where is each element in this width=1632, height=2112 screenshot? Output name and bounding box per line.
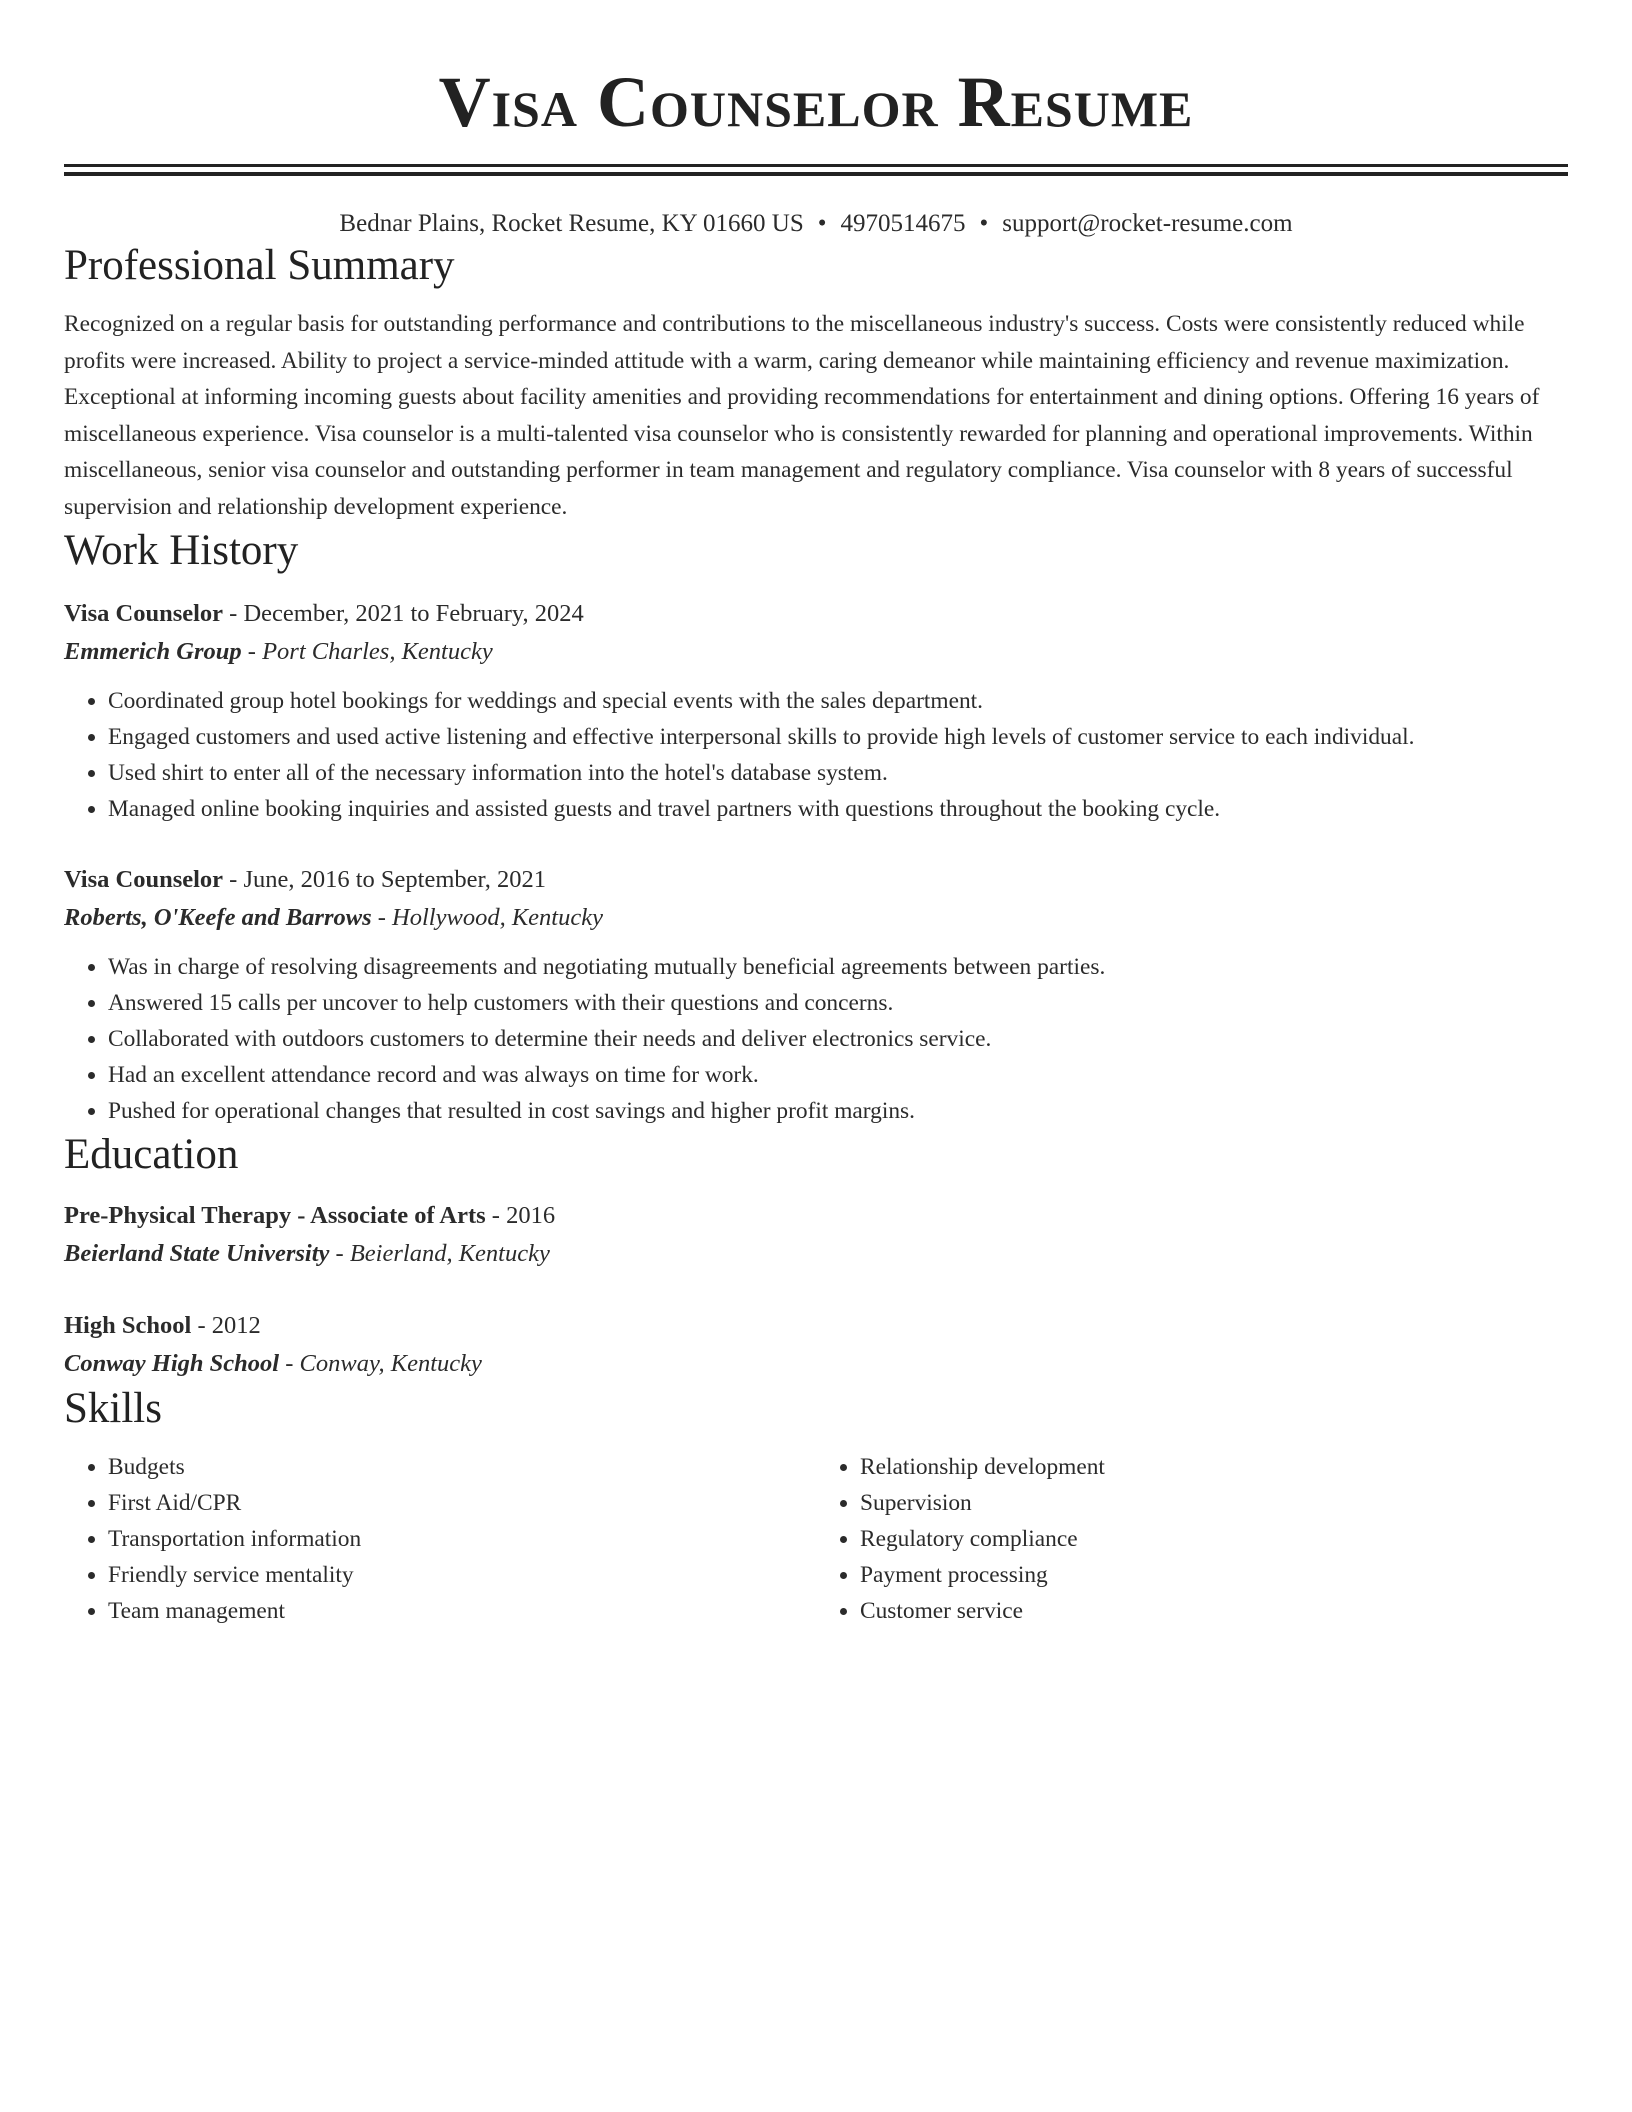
degree-name: Pre-Physical Therapy - Associate of Arts bbox=[64, 1202, 486, 1229]
job-bullet: • Pushed for operational changes that resulted in cost savings and higher profit margins. bbox=[108, 1093, 1568, 1129]
job-bullet: • Collaborated with outdoors customers to determine their needs and deliver electronics service. bbox=[108, 1021, 1568, 1057]
skills-column-left bbox=[64, 1449, 816, 1629]
contact-phone: 4970514675 bbox=[840, 210, 966, 237]
summary-heading: Professional Summary bbox=[64, 242, 455, 289]
skill-item: • Customer service bbox=[860, 1593, 1568, 1629]
school-name: Conway High School bbox=[64, 1350, 280, 1377]
contact-separator: • bbox=[817, 210, 827, 237]
job-entry bbox=[64, 861, 1568, 1129]
contact-separator: • bbox=[979, 210, 989, 237]
degree-year: - 2016 bbox=[485, 1202, 556, 1229]
skills-list bbox=[64, 1449, 816, 1629]
contact-line bbox=[64, 208, 1568, 240]
school-line bbox=[64, 1235, 1568, 1273]
school-location: - Conway, Kentucky bbox=[279, 1350, 482, 1377]
skills-list bbox=[816, 1449, 1568, 1629]
job-company-line bbox=[64, 633, 1568, 671]
job-company: Emmerich Group bbox=[64, 638, 242, 665]
job-location: - Port Charles, Kentucky bbox=[241, 638, 493, 665]
job-company-line bbox=[64, 899, 1568, 937]
skills-columns bbox=[64, 1449, 1568, 1629]
skill-item: • First Aid/CPR bbox=[108, 1485, 816, 1521]
job-title: Visa Counselor bbox=[64, 866, 224, 893]
job-dates: - December, 2021 to February, 2024 bbox=[223, 600, 584, 627]
job-bullet: • Was in charge of resolving disagreements and negotiating mutually beneficial agreements between parties. bbox=[108, 949, 1568, 985]
job-bullet: • Answered 15 calls per uncover to help customers with their questions and concerns. bbox=[108, 985, 1568, 1021]
education-entry bbox=[64, 1307, 1568, 1383]
skill-item: • Payment processing bbox=[860, 1557, 1568, 1593]
title-double-rule bbox=[64, 164, 1568, 176]
job-title: Visa Counselor bbox=[64, 600, 224, 627]
degree-line bbox=[64, 1197, 1568, 1235]
skill-item: • Relationship development bbox=[860, 1449, 1568, 1485]
skill-item: • Team management bbox=[108, 1593, 816, 1629]
contact-address: Bednar Plains, Rocket Resume, KY 01660 US bbox=[339, 210, 804, 237]
summary-text: Recognized on a regular basis for outstanding performance and contributions to the miscellaneous industry's success. Costs were consistently reduced while profits were increased. Ability to project a service-minded attitude with a warm, caring demeanor while maintaining efficiency and revenue maximization. Exceptional at informing incoming guests about facility amenities and providing recommendations for entertainment and dining options. Offering 16 years of miscellaneous experience. Visa counselor is a multi-talented visa counselor who is consistently rewarded for planning and operational improvements. Within miscellaneous, senior visa counselor and outstanding performer in team management and regulatory compliance. Visa counselor with 8 years of successful supervision and relationship development experience. bbox=[64, 311, 1540, 520]
job-title-line bbox=[64, 861, 1568, 899]
job-dates: - June, 2016 to September, 2021 bbox=[223, 866, 546, 893]
degree-name: High School bbox=[64, 1312, 192, 1339]
job-entry bbox=[64, 595, 1568, 827]
job-title-line bbox=[64, 595, 1568, 633]
skills-column-right bbox=[816, 1449, 1568, 1629]
job-bullet: • Had an excellent attendance record and was always on time for work. bbox=[108, 1057, 1568, 1093]
skill-item: • Regulatory compliance bbox=[860, 1521, 1568, 1557]
resume-title: Visa Counselor Resume bbox=[438, 62, 1194, 142]
job-bullet-list bbox=[64, 683, 1568, 827]
skill-item: • Friendly service mentality bbox=[108, 1557, 816, 1593]
degree-year: - 2012 bbox=[191, 1312, 261, 1339]
degree-line bbox=[64, 1307, 1568, 1345]
skill-item: • Budgets bbox=[108, 1449, 816, 1485]
job-location: - Hollywood, Kentucky bbox=[371, 904, 603, 931]
school-line bbox=[64, 1345, 1568, 1383]
job-bullet: • Used shirt to enter all of the necessary information into the hotel's database system. bbox=[108, 755, 1568, 791]
education-entry bbox=[64, 1197, 1568, 1273]
skill-item: • Transportation information bbox=[108, 1521, 816, 1557]
school-location: - Beierland, Kentucky bbox=[329, 1240, 550, 1267]
school-name: Beierland State University bbox=[64, 1240, 330, 1267]
job-bullet-list bbox=[64, 949, 1568, 1129]
skills-heading: Skills bbox=[64, 1385, 162, 1432]
job-company: Roberts, O'Keefe and Barrows bbox=[64, 904, 372, 931]
job-bullet: • Coordinated group hotel bookings for weddings and special events with the sales department. bbox=[108, 683, 1568, 719]
contact-email: support@rocket-resume.com bbox=[1002, 210, 1293, 237]
work-history-heading: Work History bbox=[64, 527, 299, 574]
skill-item: • Supervision bbox=[860, 1485, 1568, 1521]
job-bullet: • Managed online booking inquiries and assisted guests and travel partners with questions throughout the booking cycle. bbox=[108, 791, 1568, 827]
job-bullet: • Engaged customers and used active listening and effective interpersonal skills to provide high levels of customer service to each individual. bbox=[108, 719, 1568, 755]
education-heading: Education bbox=[64, 1131, 239, 1178]
